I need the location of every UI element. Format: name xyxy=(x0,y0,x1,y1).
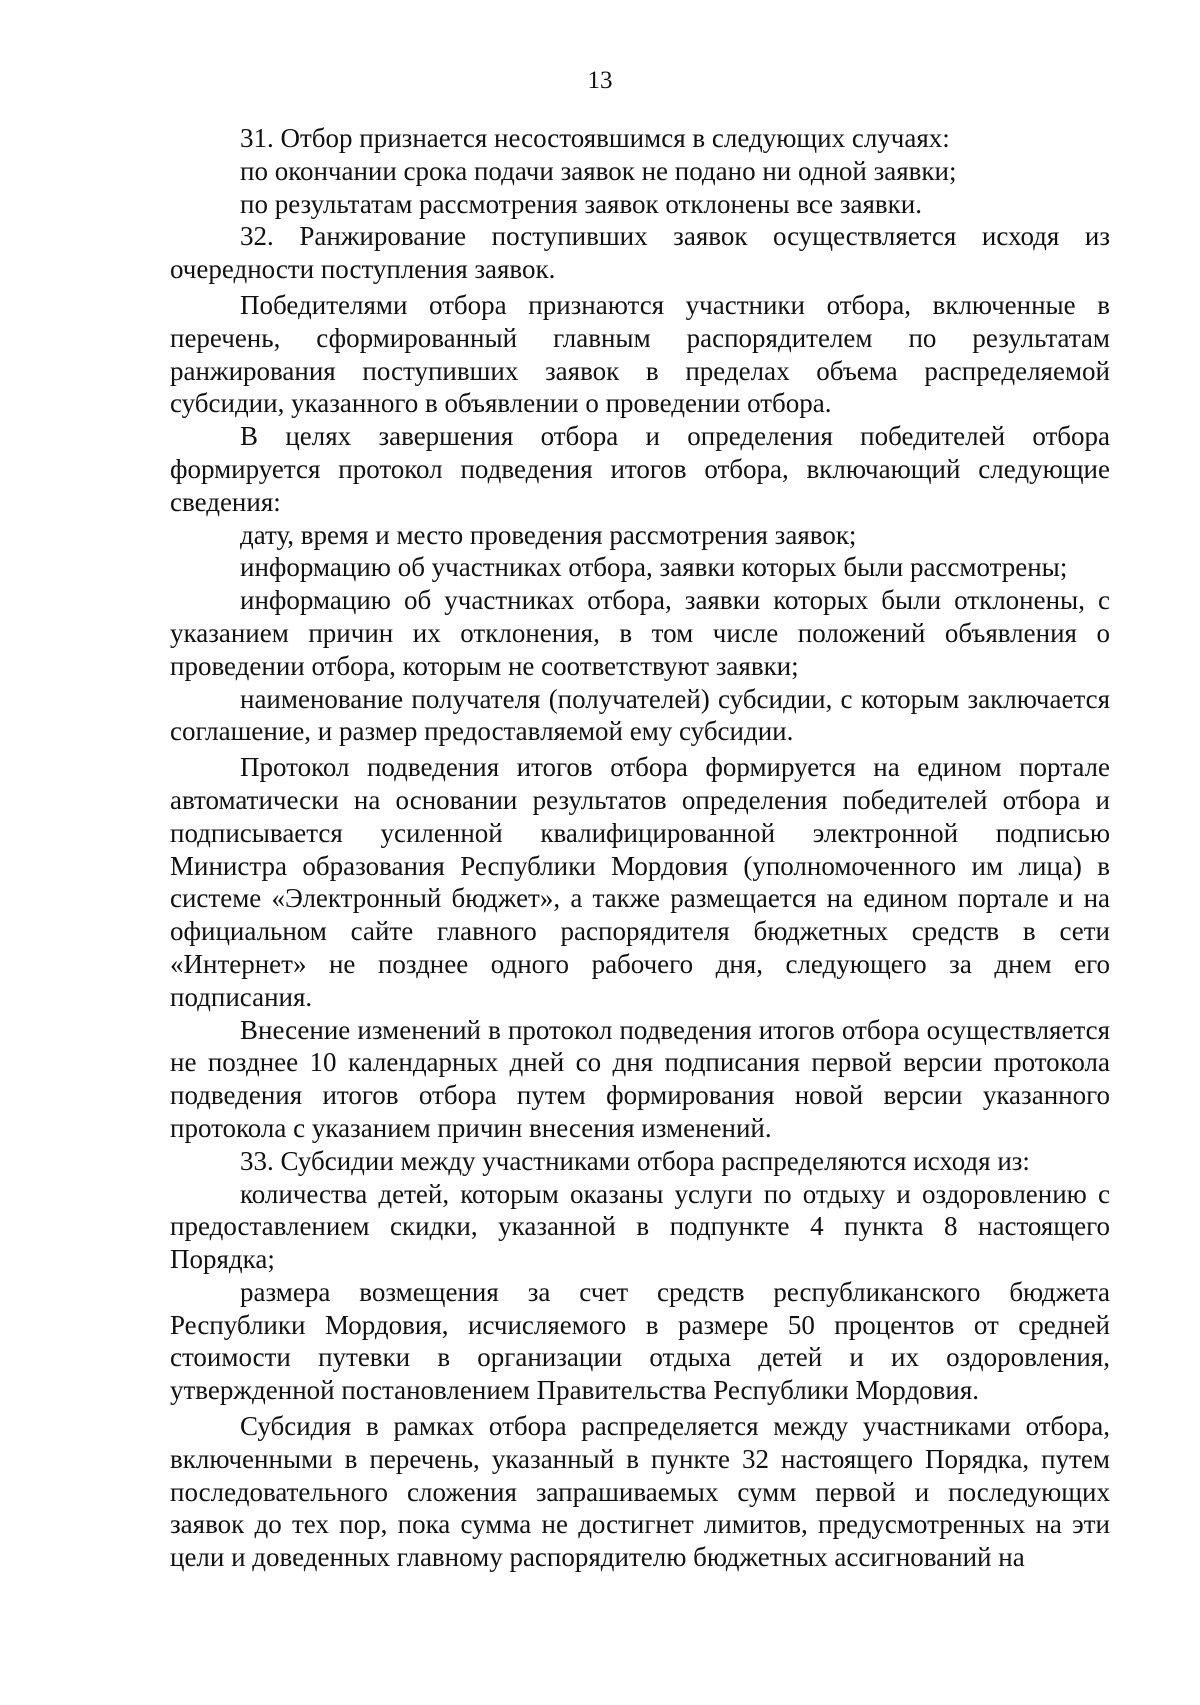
paragraph-protocol-signing: Протокол подведения итогов отбора формируется на едином портале автоматически на основании результатов определения победителей отбора и подписывается усиленной квалифицированной электронной подписью Министра образования Республики Мордовия (уполномоченного им лица) в системе «Электронный бюджет», а также размещается на едином портале и на официальном сайте главного распорядителя бюджетных средств в сети «Интернет» не позднее одного рабочего дня, следующего за днем его подписания. xyxy=(170,752,1110,1012)
paragraph-children-count: количества детей, которым оказаны услуги по отдыху и оздоровлению с предоставлением скидки, указанной в подпункте 4 пункта 8 настоящего Порядка; xyxy=(170,1178,1110,1275)
paragraph-winners: Победителями отбора признаются участники отбора, включенные в перечень, сформированный главным распорядителем по результатам ранжирования поступивших заявок в пределах объема распределяемой субсидии, указанного в объявлении о проведении отбора. xyxy=(170,289,1110,419)
paragraph-32-ranking: 32. Ранжирование поступивших заявок осуществляется исходя из очередности поступления заявок. xyxy=(170,221,1110,285)
paragraph-rejected-participants: информацию об участниках отбора, заявки которых были отклонены, с указанием причин их отклонения, в том числе положений объявления о проведении отбора, которым не соответствуют заявки; xyxy=(170,585,1110,681)
paragraph-recipient-name: наименование получателя (получателей) субсидии, с которым заключается соглашение, и размер предоставляемой ему субсидии. xyxy=(170,683,1110,747)
paragraph-date-place: дату, время и место проведения рассмотрения заявок; xyxy=(240,519,857,550)
paragraph-no-applications: по окончании срока подачи заявок не подано ни одной заявки; xyxy=(240,155,957,186)
document-body xyxy=(170,122,1110,1574)
paragraph-all-rejected: по результатам рассмотрения заявок отклонены все заявки. xyxy=(240,188,922,219)
paragraph-protocol-changes: Внесение изменений в протокол подведения итогов отбора осуществляется не позднее 10 календарных дней со дня подписания первой версии протокола подведения итогов отбора путем формирования новой версии указанного протокола с указанием причин внесения изменений. xyxy=(170,1014,1110,1143)
paragraph-33-distribution: 33. Субсидии между участниками отбора распределяются исходя из: xyxy=(240,1145,1030,1176)
paragraph-protocol-intro: В целях завершения отбора и определения победителей отбора формируется протокол подведения итогов отбора, включающий следующие сведения: xyxy=(170,421,1110,517)
paragraph-reviewed-participants: информацию об участниках отбора, заявки которых были рассмотрены; xyxy=(240,552,1068,583)
paragraph-31-heading: 31. Отбор признается несостоявшимся в следующих случаях: xyxy=(240,123,950,153)
paragraph-subsidy-allocation: Субсидия в рамках отбора распределяется между участниками отбора, включенными в перечень, указанный в пункте 32 настоящего Порядка, путем последовательного сложения запрашиваемых сумм первой и последующих заявок до тех пор, пока сумма не достигнет лимитов, предусмотренных на эти цели и доведенных главному распорядителю бюджетных ассигнований на xyxy=(170,1411,1110,1573)
paragraph-reimbursement-size: размера возмещения за счет средств республиканского бюджета Республики Мордовия, исчисляемого в размере 50 процентов от средней стоимости путевки в организации отдыха детей и их оздоровления, утвержденной постановлением Правительства Республики Мордовия. xyxy=(170,1276,1110,1406)
page-number: 13 xyxy=(587,67,613,94)
